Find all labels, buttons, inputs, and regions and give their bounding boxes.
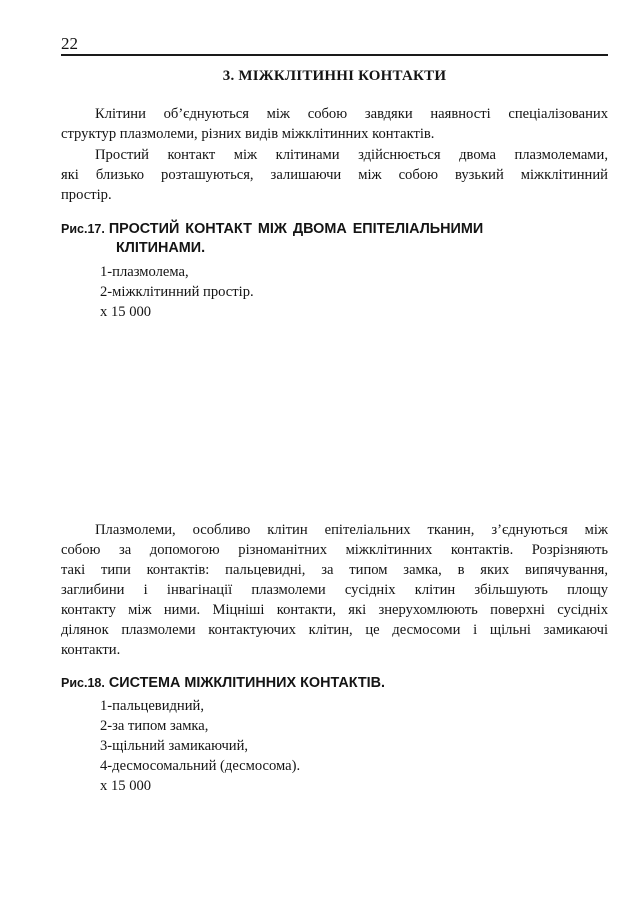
paragraph-3-line: ділянок плазмолеми контактуючих клітин, це десмосоми і щільні замикаючі bbox=[61, 622, 608, 638]
figure-18-title: СИСТЕМА МІЖКЛІТИННИХ КОНТАКТІВ. bbox=[108, 675, 386, 691]
page-number: 22 bbox=[61, 34, 78, 53]
paragraph-2-line: простір. bbox=[61, 187, 112, 203]
magnification: x 15 000 bbox=[100, 778, 152, 794]
figure-18-legend bbox=[100, 696, 300, 796]
paragraph-2-line: які близько розташуються, залишаючи між собою вузький міжклітинний bbox=[61, 167, 608, 183]
paragraph-3-line: такі типи контактів: пальцевидні, за типом замка, в яких випячування, bbox=[61, 562, 608, 578]
figure-17-title: ПРОСТИЙ КОНТАКТ МІЖ ДВОМА ЕПІТЕЛІАЛЬНИМИ bbox=[108, 221, 484, 237]
legend-item: 4-десмосомальний (десмосома). bbox=[100, 758, 301, 774]
figure-17-caption bbox=[61, 220, 483, 258]
paragraph-3-line: контакту між ними. Міцніші контакти, які знерухомлюють поверхні сусідніх bbox=[61, 602, 608, 618]
paragraph-3-line: заглибини і інвагінації плазмолеми сусідніх клітин збільшують площу bbox=[61, 582, 608, 598]
paragraph-2 bbox=[61, 145, 608, 205]
legend-item: 1-плазмолема, bbox=[100, 264, 189, 280]
legend-item: 2-міжклітинний простір. bbox=[100, 284, 254, 300]
paragraph-3-line: контакти. bbox=[61, 642, 121, 658]
paragraph-1-line: структур плазмолеми, різних видів міжклітинних контактів. bbox=[61, 126, 435, 142]
figure-18-label: Рис.18. bbox=[61, 676, 105, 690]
figure-17-title-continued: КЛІТИНАМИ. bbox=[116, 240, 206, 256]
paragraph-1-line: Клітини об’єднуються між собою завдяки наявності спеціалізованих bbox=[95, 106, 608, 122]
figure-17-label: Рис.17. bbox=[61, 222, 105, 236]
legend-item: 2-за типом замка, bbox=[100, 718, 209, 734]
figure-18-caption bbox=[61, 674, 385, 693]
paragraph-3 bbox=[61, 520, 608, 660]
paragraph-3-line: Плазмолеми, особливо клітин епітеліальних тканин, з’єднуються між bbox=[95, 522, 608, 538]
paragraph-1 bbox=[61, 104, 608, 144]
section-heading: 3. МІЖКЛІТИННІ КОНТАКТИ bbox=[222, 68, 447, 84]
magnification: x 15 000 bbox=[100, 304, 152, 320]
header-rule bbox=[61, 54, 608, 56]
legend-item: 1-пальцевидний, bbox=[100, 698, 205, 714]
figure-17-legend bbox=[100, 262, 254, 322]
legend-item: 3-щільний замикаючий, bbox=[100, 738, 249, 754]
paragraph-2-line: Простий контакт між клітинами здійснюється двома плазмолемами, bbox=[95, 147, 608, 163]
paragraph-3-line: собою за допомогою різноманітних міжклітинних контактів. Розрізняють bbox=[61, 542, 608, 558]
